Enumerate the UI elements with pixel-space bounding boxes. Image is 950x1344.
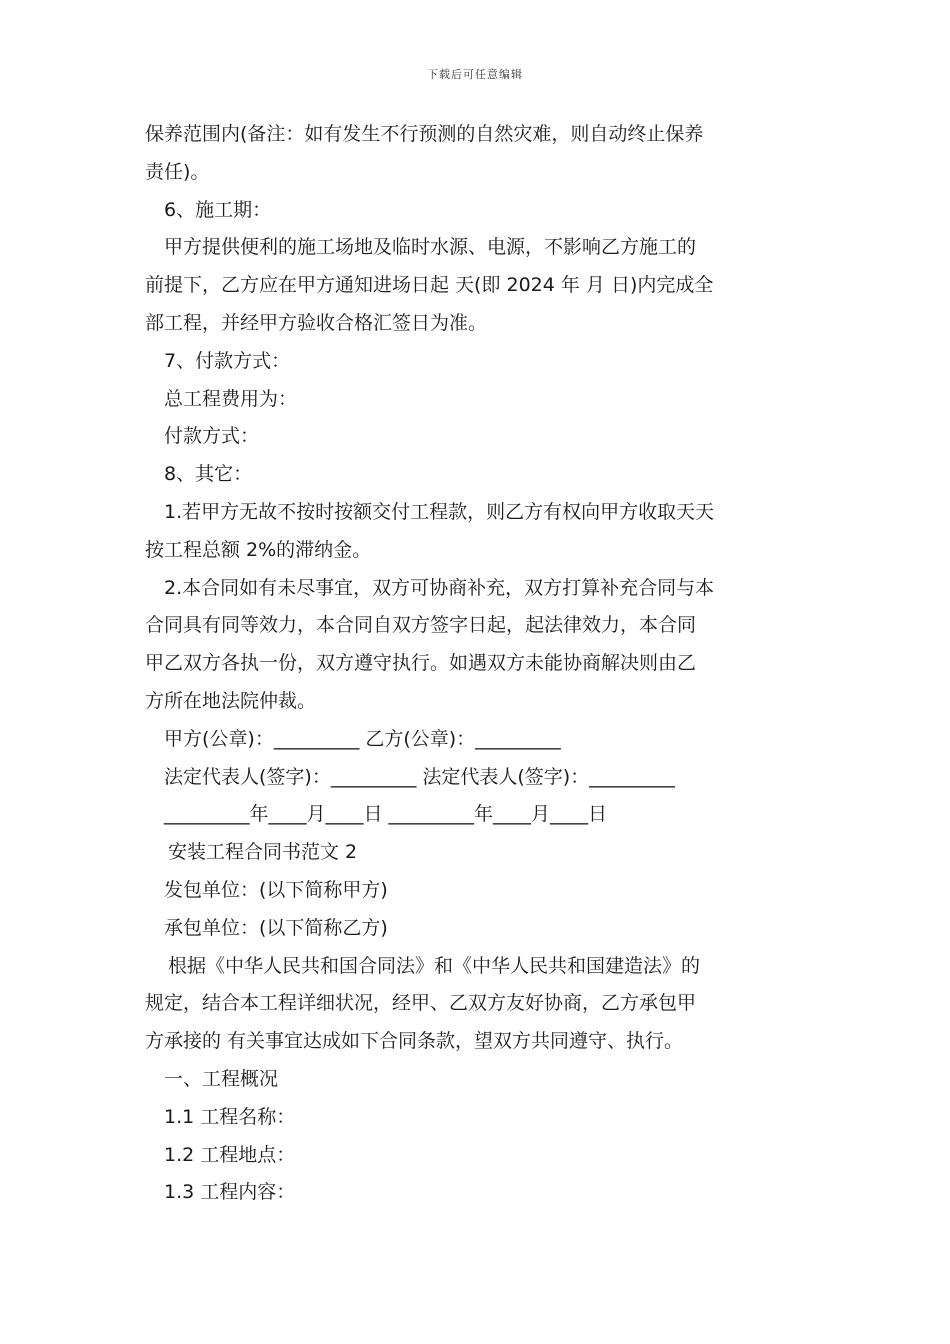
paragraph-line: 按工程总额 2%的滞纳金。: [145, 538, 372, 561]
page-header: 下载后可任意编辑: [427, 68, 523, 81]
document-body: [145, 116, 808, 1212]
paragraph-line: 付款方式：: [164, 425, 260, 448]
paragraph-line: 根据《中华人民共和国合同法》和《中华人民共和国建造法》的: [168, 954, 701, 977]
paragraph-line: 责任)。: [145, 160, 210, 183]
paragraph-line: 保养范围内(备注：如有发生不行预测的自然灾难，则自动终止保养: [145, 123, 704, 145]
section-heading: 6、施工期：: [164, 198, 272, 221]
signature-line: 法定代表人(签字)：_________ 法定代表人(签字)：_________: [164, 765, 675, 788]
section-heading: 7、付款方式：: [164, 349, 291, 372]
signature-line: 甲方(公章)：_________ 乙方(公章)：_________: [164, 727, 561, 750]
paragraph-line: 总工程费用为：: [164, 387, 298, 410]
paragraph-line: 合同具有同等效力，本合同自双方签字日起，起法律效力，本合同: [145, 614, 697, 637]
section-heading: 一、工程概况: [164, 1067, 279, 1090]
paragraph-line: 部工程，并经甲方验收合格汇签日为准。: [145, 311, 488, 334]
paragraph-line: 甲乙双方各执一份，双方遵守执行。如遇双方未能协商解决则由乙: [145, 652, 697, 675]
paragraph-line: 方所在地法院仲裁。: [145, 689, 317, 712]
document-subtitle: 安装工程合同书范文 2: [168, 841, 358, 864]
clause-item: 1.1 工程名称：: [164, 1105, 296, 1128]
paragraph-line: 1.若甲方无故不按时按额交付工程款，则乙方有权向甲方收取天天: [164, 500, 715, 523]
paragraph-line: 方承接的 有关事宜达成如下合同条款，望双方共同遵守、执行。: [145, 1030, 684, 1053]
paragraph-line: 前提下，乙方应在甲方通知进场日起 天(即 2024 年 月 日)内完成全: [145, 274, 714, 297]
paragraph-line: 甲方提供便利的施工场地及临时水源、电源，不影响乙方施工的: [164, 236, 697, 259]
paragraph-line: 2.本合同如有未尽事宜，双方可协商补充，双方打算补充合同与本: [164, 576, 715, 599]
paragraph-line: 发包单位：(以下简称甲方): [164, 878, 388, 901]
section-heading: 8、其它：: [164, 463, 253, 486]
clause-item: 1.2 工程地点：: [164, 1143, 296, 1166]
paragraph-line: 承包单位：(以下简称乙方): [164, 916, 388, 939]
paragraph-line: 规定，结合本工程详细状况，经甲、乙双方友好协商，乙方承包甲: [145, 992, 697, 1015]
clause-item: 1.3 工程内容：: [164, 1181, 296, 1204]
date-line: _________年____月____日 _________年____月____日: [164, 803, 608, 826]
